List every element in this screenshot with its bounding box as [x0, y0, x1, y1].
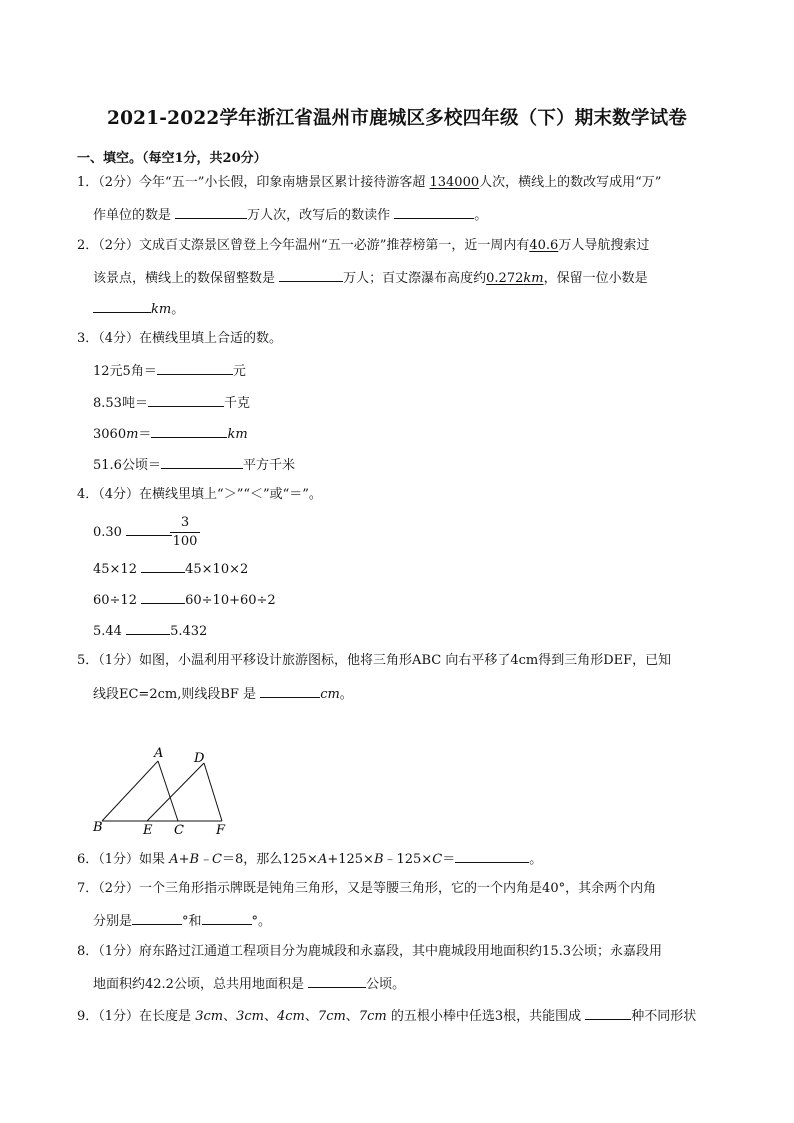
q4-item-2: 45×12 45×10×2	[93, 559, 248, 579]
answer-blank[interactable]	[93, 299, 151, 313]
answer-blank[interactable]	[141, 590, 185, 604]
side-ac	[158, 761, 178, 821]
question-number: 8．	[77, 944, 99, 959]
section-heading: 一、填空。（每空1分，共20分）	[77, 151, 267, 166]
triangle-translation-figure	[90, 745, 240, 840]
question-6: 6．（1分）如果 A+B﹣C＝8，那么125×A+125×B﹣125×C＝ 。	[77, 849, 542, 869]
question-1-line-2: 作单位的数是 万人次，改写后的数读作 。	[93, 205, 487, 225]
exam-title: 2021-2022学年浙江省温州市鹿城区多校四年级（下）期末数学试卷	[107, 108, 687, 129]
question-2-line-2: 该景点，横线上的数保留整数是 万人；百丈漈瀑布高度约0.272km，保留一位小数是	[93, 268, 648, 288]
question-1: 1．（2分）今年“五一”小长假，印象南塘景区累计接待游客超 134000人次，横线上的数改写成用“万”	[77, 175, 662, 190]
question-5: 5．（1分）如图，小温利用平移设计旅游图标，他将三角形ABC 向右平移了4cm得到三角形DEF，已知	[77, 653, 672, 668]
q3-item-1: 12元5角＝ 元	[93, 361, 246, 381]
side-ba	[102, 761, 158, 821]
question-2-line-3: km。	[93, 299, 184, 319]
answer-blank[interactable]	[161, 455, 243, 469]
side-df	[204, 763, 222, 821]
answer-blank[interactable]	[126, 621, 170, 635]
question-number: 1．	[77, 175, 99, 190]
fraction-numerator: 3	[170, 515, 200, 533]
answer-blank[interactable]	[455, 849, 529, 863]
answer-blank[interactable]	[126, 522, 172, 536]
question-8-line-2: 地面积约42.2公顷，总共用地面积是 公顷。	[93, 974, 405, 994]
answer-blank[interactable]	[279, 268, 343, 282]
answer-blank[interactable]	[132, 911, 182, 925]
label-d: D	[194, 751, 205, 766]
underlined-number: 0.272km	[486, 271, 544, 286]
answer-blank[interactable]	[308, 974, 366, 988]
q4-item-1: 0.30	[93, 522, 172, 542]
question-7: 7．（2分）一个三角形指示牌既是钝角三角形，又是等腰三角形，它的一个内角是40°，其余两个内角	[77, 881, 657, 896]
question-number: 5．	[77, 653, 99, 668]
label-e: E	[143, 823, 153, 838]
label-a: A	[154, 746, 164, 761]
q3-item-2: 8.53吨＝ 千克	[93, 393, 250, 413]
label-c: C	[174, 823, 184, 838]
underlined-number: 40.6	[529, 238, 559, 253]
answer-blank[interactable]	[394, 205, 474, 219]
label-b: B	[93, 820, 103, 835]
answer-blank[interactable]	[260, 684, 320, 698]
q3-item-4: 51.6公顷＝ 平方千米	[93, 455, 295, 475]
label-f: F	[216, 823, 226, 838]
underlined-number: 134000	[429, 175, 480, 190]
question-number: 2．	[77, 238, 99, 253]
question-7-line-2: 分别是 °和 °。	[93, 911, 271, 931]
answer-blank[interactable]	[148, 393, 224, 407]
question-number: 9．	[77, 1009, 99, 1024]
q3-item-3: 3060m＝ km	[93, 424, 248, 444]
q4-item-3: 60÷12 60÷10+60÷2	[93, 590, 276, 610]
question-4: 4．（4分）在横线里填上“＞”“＜”或“＝”。	[77, 487, 322, 502]
answer-blank[interactable]	[141, 559, 185, 573]
question-number: 7．	[77, 881, 99, 896]
fraction-denominator: 100	[172, 534, 198, 549]
question-3: 3．（4分）在横线里填上合适的数。	[77, 331, 283, 346]
question-8: 8．（1分）府东路过江通道工程项目分为鹿城段和永嘉段，其中鹿城段用地面积约15.3公顷；永嘉段用	[77, 944, 662, 959]
question-number: 6．	[77, 852, 99, 867]
question-number: 4．	[77, 487, 99, 502]
answer-blank[interactable]	[175, 205, 247, 219]
answer-blank[interactable]	[585, 1006, 631, 1020]
answer-blank[interactable]	[151, 424, 227, 438]
question-5-line-2: 线段EC=2cm,则线段BF 是 cm。	[93, 684, 353, 704]
question-9: 9．（1分）在长度是 3cm、3cm、4cm、7cm、7cm 的五根小棒中任选3根，共能围成 种不同形状	[77, 1006, 696, 1026]
q4-item-4: 5.44 5.432	[93, 621, 207, 641]
answer-blank[interactable]	[202, 911, 252, 925]
fraction	[170, 515, 200, 550]
question-number: 3．	[77, 331, 99, 346]
answer-blank[interactable]	[157, 361, 233, 375]
question-2: 2．（2分）文成百丈漈景区曾登上今年温州“五一必游”推荐榜第一，近一周内有40.6万人导航搜索过	[77, 238, 650, 253]
